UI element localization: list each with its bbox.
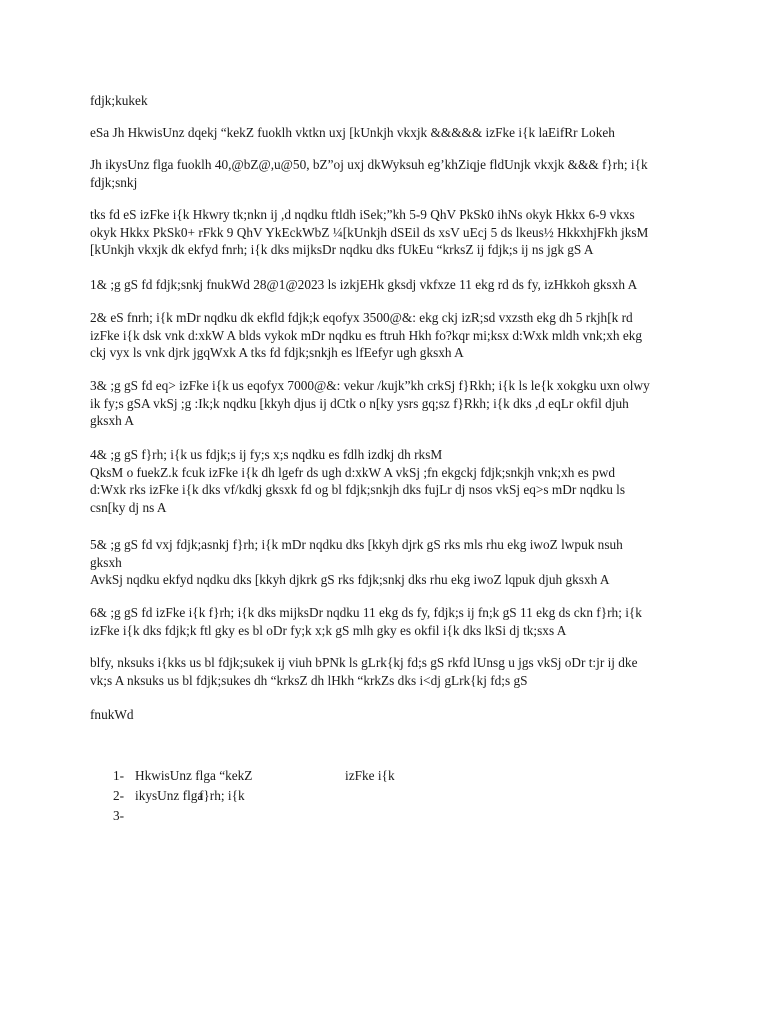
signatory-role: f}rh; i{k [199,788,245,803]
clause-4: 4& ;g gS f}rh; i{k us fdjk;s ij fy;s x;s nqdku es fdlh izdkj dh rksM QksM o fuekZ.k fcuk izFke i{k dh lgefr ds ugh d:xkW A vkSj ;fn ekgckj fdjk;snkjh vnk;xh es pwd d:Wxk rks izFke i{k dks vf/kdkj gksxk fd og bl fdjk;snkjh dks fujLr dj nsos vkSj eq>s mDr nqdku ls csn[ky dj ns A [90,447,626,515]
list-item: 3- [113,808,125,823]
clause-2: 2& eS fnrh; i{k mDr nqdku dk ekfld fdjk;k eqofyx 3500@&: ekg ckj izR;sd vxzsth ekg dh 5 rkjh[k rd izFke i{k dsk vnk d:xkW A blds vykok mDr nqdku es ftruh Hkh fo?kqr mi;ksx d:Wxk mldh vnk;xh ekg ckj vyx ls vnk djrk jgqWxk A tks fd fdjk;snkjh es lfEefyr ugh gksxh A [90,310,643,360]
list-item: 2- ikysUnz flgaf}rh; i{k [113,786,395,806]
signatory-list [113,766,395,826]
paragraph-agreement: blfy, nksuks i{kks us bl fdjk;sukek ij viuh bPNk ls gLrk{kj fd;s gS rkfd lUnsg u jgs vkSj oDr t:jr ij dke vk;s A nksuks us bl fdjk;sukes dh “krksZ dh lHkh “krkZs dks i<dj gLrk{kj fd;s gS [90,655,638,688]
document-heading: fdjk;kukek [90,93,148,108]
signatory-role: izFke i{k [345,768,395,783]
clause-6: 6& ;g gS fd izFke i{k f}rh; i{k dks mijksDr nqdku 11 ekg ds fy, fdjk;s ij fn;k gS 11 ekg ds ckn f}rh; i{k izFke i{k dks fdjk;k ftl gky es bl oDr fy;k x;k gS mlh gky es okfil i{k dks lkSi dj tk;sxs A [90,605,642,638]
date-label: fnukWd [90,707,134,722]
signatory-name: HkwisUnz flga “kekZ [135,768,253,783]
paragraph-owner: eSa Jh HkwisUnz dqekj “kekZ fuoklh vktkn uxj [kUnkjh vkxjk &&&&& izFke i{k laEifRr Lokeh [90,125,615,140]
paragraph-shop-description: tks fd eS izFke i{k Hkwry tk;nkn ij ,d nqdku ftldh iSek;”kh 5-9 QhV PkSk0 ihNs okyk Hkkx 6-9 vkxs okyk Hkkx PkSk0+ rFkk 9 QhV YkEckWbZ ¼[kUnkjh dSEil ds xsV uEcj 5 ds lkeus½ HkkxhjFkh jksM [kUnkjh vkxjk dk ekfyd fnrh; i{k dks mijksDr nqdku dks fUkEu “krksZ ij fdjk;s ij ns jgk gS A [90,207,649,257]
list-item: 1- HkwisUnz flga “kekZ izFke i{k [113,766,395,786]
clause-5: 5& ;g gS fd vxj fdjk;asnkj f}rh; i{k mDr nqdku dks [kkyh djrk gS rks mls rhu ekg iwoZ lwpuk nsuh gksxh AvkSj nqdku ekfyd nqdku dks [kkyh djkrk gS rks fdjk;snkj dks rhu ekg iwoZ lqpuk djuh gksxh A [90,537,623,587]
clause-3: 3& ;g gS fd eq> izFke i{k us eqofyx 7000@&: vekur /kujk”kh crkSj f}Rkh; i{k ls le{k xokgku uxn olwy ik fy;s gSA vkSj ;g :Ik;k nqdku [kkyh djus ij dCtk o n[ky ysrs gq;sz f}Rkh; i{k dks ,d eqLr okfil djuh gksxh A [90,378,650,428]
clause-1: 1& ;g gS fd fdjk;snkj fnukWd 28@1@2023 ls izkjEHk gksdj vkfxze 11 ekg rd ds fy, izHkkoh gksxh A [90,277,638,292]
paragraph-tenant: Jh ikysUnz flga fuoklh 40,@bZ@,u@50, bZ”oj uxj dkWyksuh eg’khZiqje fldUnjk vkxjk &&& f}rh; i{k fdjk;snkj [90,157,648,190]
signatory-name: ikysUnz flga [135,788,204,803]
